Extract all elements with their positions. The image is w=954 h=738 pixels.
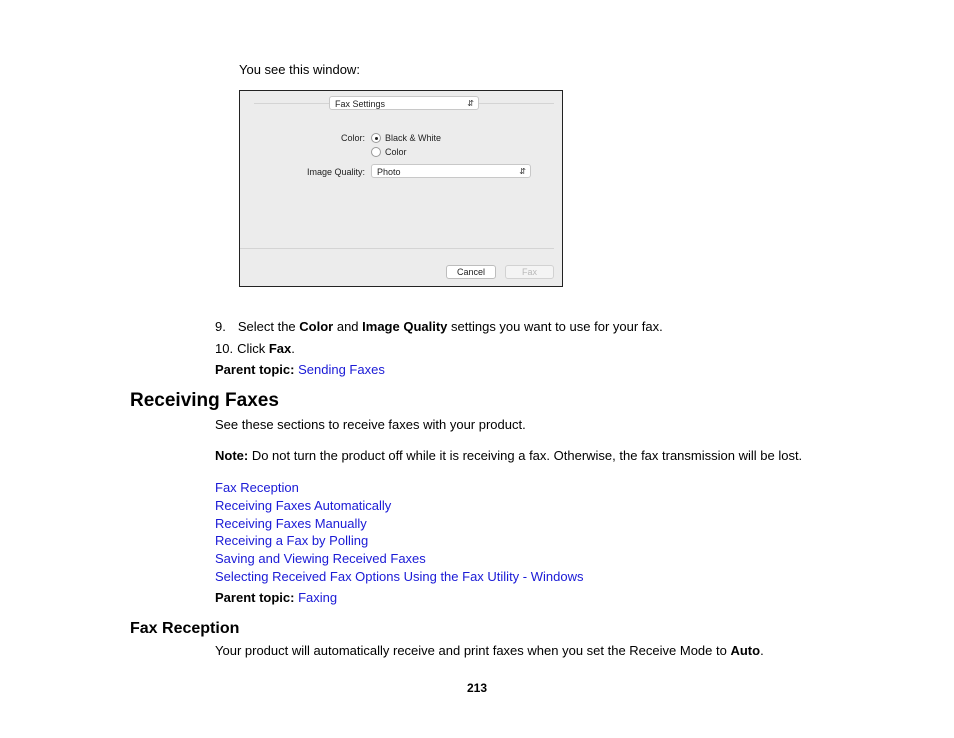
image-quality-label: Image Quality: — [306, 167, 365, 177]
step-bold: Fax — [268, 341, 292, 356]
up-down-chevron-icon: ⇵ — [467, 99, 474, 108]
parent-topic-1 — [215, 362, 385, 378]
step-text: Select the — [237, 319, 300, 334]
preset-popup-label: Fax Settings — [335, 99, 386, 109]
note-text: Do not turn the product off while it is receiving a fax. Otherwise, the fax transmission will be lost. — [248, 448, 803, 463]
step-text: . — [291, 341, 295, 356]
link-list — [215, 480, 583, 587]
step-bold: Image Quality — [362, 319, 448, 334]
step-bold: Color — [299, 319, 334, 334]
radio-black-white[interactable] — [371, 133, 381, 143]
image-quality-value: Photo — [377, 167, 401, 177]
step-number: 9. — [215, 319, 226, 334]
page-number: 213 — [466, 681, 488, 695]
note-label: Note: — [215, 448, 249, 463]
subsection-text-body: Your product will automatically receive and print faxes when you set the Receive Mode to — [215, 643, 731, 658]
note — [215, 448, 802, 464]
parent-topic-label: Parent topic: — [215, 590, 295, 605]
divider-left — [254, 103, 329, 104]
subsection-text — [215, 643, 764, 659]
intro-text: You see this window: — [239, 62, 360, 77]
link-receiving-faxes-manually[interactable]: Receiving Faxes Manually — [215, 516, 367, 531]
section-intro: See these sections to receive faxes with your product. — [215, 417, 526, 432]
step-text: settings you want to use for your fax. — [447, 319, 663, 334]
footer-divider — [240, 248, 554, 249]
link-fax-reception[interactable]: Fax Reception — [215, 480, 299, 495]
step-10 — [215, 341, 295, 357]
radio-color[interactable] — [371, 147, 381, 157]
cancel-button[interactable]: Cancel — [446, 265, 496, 279]
preset-popup[interactable] — [329, 96, 479, 110]
divider-right — [479, 103, 554, 104]
link-sending-faxes[interactable]: Sending Faxes — [298, 362, 385, 377]
subsection-text-end: . — [760, 643, 764, 658]
fax-settings-dialog — [239, 90, 563, 287]
parent-topic-label: Parent topic: — [215, 362, 295, 377]
link-faxing[interactable]: Faxing — [298, 590, 338, 605]
link-receiving-faxes-automatically[interactable]: Receiving Faxes Automatically — [215, 498, 392, 513]
radio-color-label: Color — [385, 147, 407, 157]
step-text: and — [333, 319, 363, 334]
step-9 — [215, 319, 663, 335]
image-quality-popup[interactable] — [371, 164, 531, 178]
subsection-title: Fax Reception — [130, 620, 240, 637]
link-receiving-fax-by-polling[interactable]: Receiving a Fax by Polling — [215, 533, 369, 548]
link-selecting-received-fax-options[interactable]: Selecting Received Fax Options Using the Fax Utility - Windows — [215, 569, 584, 584]
section-title: Receiving Faxes — [130, 390, 279, 411]
radio-black-white-label: Black & White — [385, 133, 442, 143]
subsection-text-bold: Auto — [730, 643, 761, 658]
link-saving-viewing-received-faxes[interactable]: Saving and Viewing Received Faxes — [215, 551, 426, 566]
step-text: Click — [237, 341, 269, 356]
fax-button[interactable]: Fax — [505, 265, 554, 279]
step-number: 10. — [215, 341, 234, 356]
up-down-chevron-icon: ⇵ — [519, 167, 526, 176]
parent-topic-2 — [215, 590, 337, 606]
color-label: Color: — [340, 133, 365, 143]
